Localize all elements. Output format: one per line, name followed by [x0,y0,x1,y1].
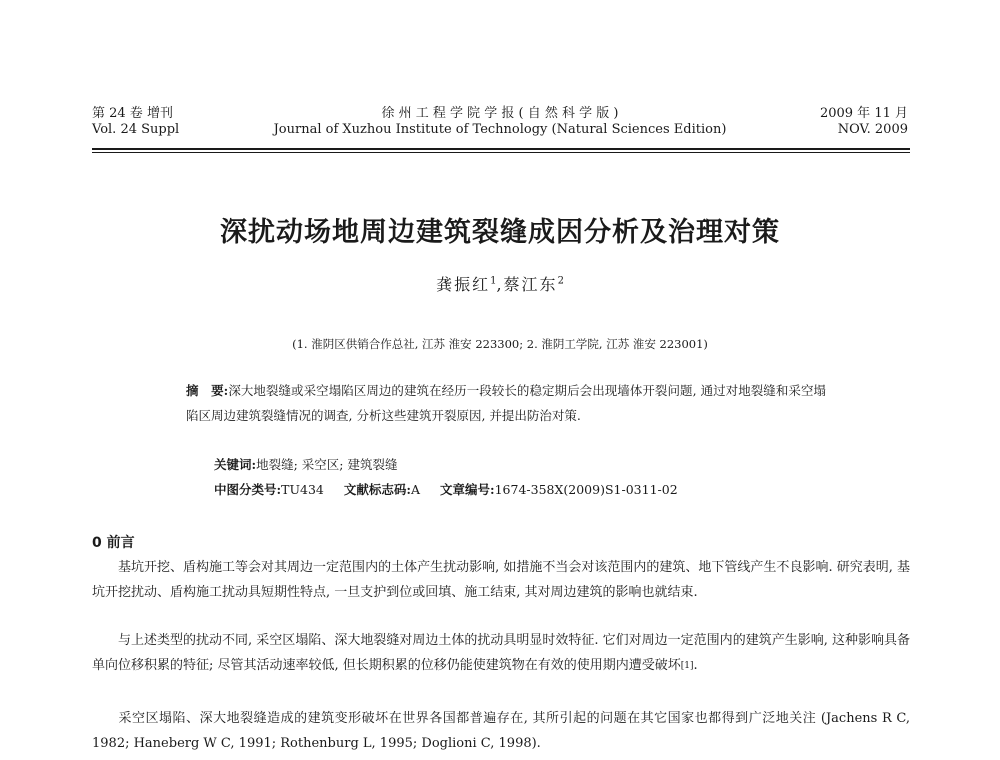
article-no-value: 1674-358X(2009)S1-0311-02 [494,482,678,497]
abstract-label: 摘 要: [186,383,229,398]
paragraph-2-end: . [693,657,698,673]
article-no-label: 文章编号: [439,482,495,497]
paragraph-3 [92,707,910,756]
date-cn: 2009 年 11 月 [819,106,908,121]
journal-name-cn: 徐 州 工 程 学 院 学 报 ( 自 然 科 学 版 ) [381,106,619,121]
author-2-affil: 2 [557,275,564,287]
volume-cn: 第 24 卷 增刊 [92,106,173,121]
clc-value: TU434 [281,482,324,497]
citation-ref: [1] [680,660,694,671]
header-rule-thick [92,148,910,150]
clc-label: 中图分类号: [214,482,282,497]
doc-code-label: 文献标志码: [343,482,411,497]
abstract-text: 深大地裂缝或采空塌陷区周边的建筑在经历一段较长的稳定期后会出现墙体开裂问题, 通过对地裂缝和采空塌陷区周边建筑裂缝情况的调查, 分析这些建筑开裂原因, 并提出防治对策. [186,383,826,423]
classification-line [214,480,678,498]
journal-date [820,106,908,138]
paragraph-1 [92,556,910,605]
author-1: 龚振红 [436,275,491,294]
volume-en: Vol. 24 Suppl [92,122,180,137]
author-line [0,272,1000,295]
paragraph-2 [92,629,910,678]
section-heading: 0 前言 [92,535,135,551]
keywords-text: 地裂缝; 采空区; 建筑裂缝 [256,457,398,472]
keywords [214,455,398,473]
date-en: NOV. 2009 [837,122,908,137]
affiliations: (1. 淮阴区供销合作总社, 江苏 淮安 223300; 2. 淮阴工学院, 江苏 淮安 223001) [292,337,708,351]
paragraph-2-text: 与上述类型的扰动不同, 采空区塌陷、深大地裂缝对周边土体的扰动具明显时效特征. 它们对周边一定范围内的建筑产生影响, 这种影响具备单向位移积累的特征; 尽管其活动速率较低, 但长期积累的位移仍能使建筑物在有效的使用期内遭受破坏 [92,633,910,673]
header-rule-thin [92,152,910,153]
journal-name-en: Journal of Xuzhou Institute of Technology (Natural Sciences Edition) [273,122,727,137]
paper-title: 深扰动场地周边建筑裂缝成因分析及治理对策 [220,217,780,248]
paragraph-1-text: 基坑开挖、盾构施工等会对其周边一定范围内的土体产生扰动影响, 如措施不当会对该范围内的建筑、地下管线产生不良影响. 研究表明, 基坑开挖扰动、盾构施工扰动具短期性特点, 一旦支护到位或回填、施工结束, 其对周边建筑的影响也就结束. [92,560,910,600]
author-1-affil: 1 [490,275,497,287]
author-2: 蔡江东 [503,275,558,294]
paragraph-3-text: 采空区塌陷、深大地裂缝造成的建筑变形破坏在世界各国都普遍存在, 其所引起的问题在其它国家也都得到广泛地关注 (Jachens R C, 1982; Haneberg W C, 1991; Rothenburg L, 1995; Doglioni C, 1998). [92,711,910,751]
keywords-label: 关键词: [214,457,257,472]
doc-code-value: A [410,482,420,497]
abstract [186,378,826,428]
author-separator: , [496,275,504,294]
